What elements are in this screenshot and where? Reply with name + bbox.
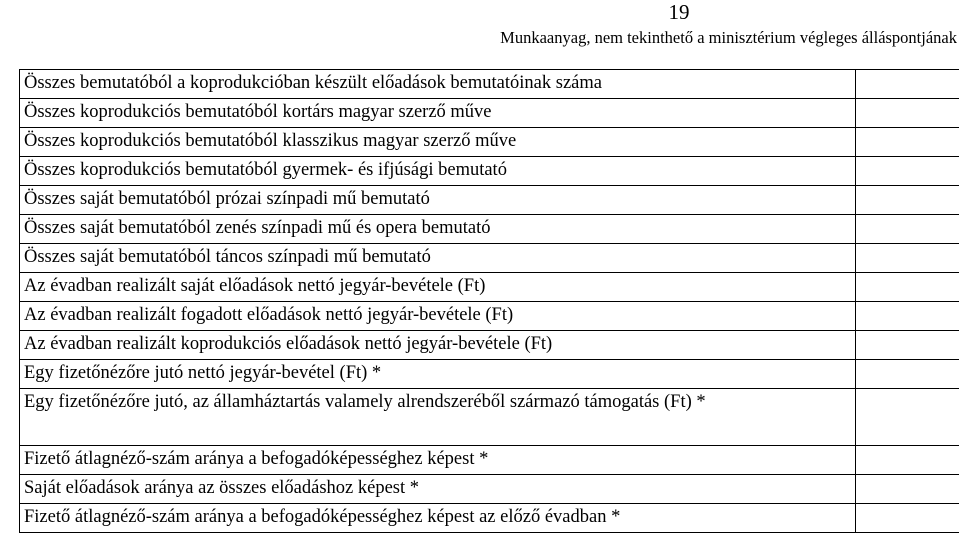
row-value xyxy=(856,273,959,302)
table-row xyxy=(20,128,959,157)
table-row xyxy=(20,475,959,504)
row-value xyxy=(856,70,959,99)
row-value xyxy=(856,215,959,244)
row-label: Fizető átlagnéző-szám aránya a befogadóképességhez képest az előző évadban * xyxy=(20,504,856,533)
table-row xyxy=(20,446,959,475)
row-value xyxy=(856,360,959,389)
row-label: Összes saját bemutatóból prózai színpadi mű bemutató xyxy=(20,186,856,215)
row-value xyxy=(856,331,959,360)
table-row xyxy=(20,331,959,360)
table-row xyxy=(20,273,959,302)
table-row xyxy=(20,99,959,128)
row-label: Összes koprodukciós bemutatóból gyermek- és ifjúsági bemutató xyxy=(20,157,856,186)
table-row xyxy=(20,389,959,446)
row-label: Fizető átlagnéző-szám aránya a befogadóképességhez képest * xyxy=(20,446,856,475)
row-value xyxy=(856,128,959,157)
draft-notice-header: Munkaanyag, nem tekinthető a minisztérium végleges álláspontjának xyxy=(500,28,957,47)
page-number: 19 xyxy=(668,0,690,24)
row-value xyxy=(856,186,959,215)
statistics-table xyxy=(19,69,959,533)
row-label: Egy fizetőnézőre jutó, az államháztartás valamely alrendszeréből származó támogatás (Ft) * xyxy=(20,389,856,446)
row-label: Összes saját bemutatóból zenés színpadi mű és opera bemutató xyxy=(20,215,856,244)
table-row xyxy=(20,244,959,273)
row-label: Az évadban realizált koprodukciós előadások nettó jegyár-bevétele (Ft) xyxy=(20,331,856,360)
row-value xyxy=(856,475,959,504)
table-row xyxy=(20,215,959,244)
row-value xyxy=(856,504,959,533)
table-row xyxy=(20,360,959,389)
row-label: Összes koprodukciós bemutatóból kortárs magyar szerző műve xyxy=(20,99,856,128)
row-label: Összes saját bemutatóból táncos színpadi mű bemutató xyxy=(20,244,856,273)
row-label: Az évadban realizált fogadott előadások nettó jegyár-bevétele (Ft) xyxy=(20,302,856,331)
row-value xyxy=(856,99,959,128)
table-row xyxy=(20,157,959,186)
row-label: Az évadban realizált saját előadások nettó jegyár-bevétele (Ft) xyxy=(20,273,856,302)
row-label: Saját előadások aránya az összes előadáshoz képest * xyxy=(20,475,856,504)
row-value xyxy=(856,244,959,273)
row-value xyxy=(856,389,959,446)
row-label: Egy fizetőnézőre jutó nettó jegyár-bevétel (Ft) * xyxy=(20,360,856,389)
row-label: Összes koprodukciós bemutatóból klasszikus magyar szerző műve xyxy=(20,128,856,157)
row-value xyxy=(856,302,959,331)
table-row xyxy=(20,302,959,331)
row-value xyxy=(856,157,959,186)
table-row xyxy=(20,504,959,533)
row-label: Összes bemutatóból a koprodukcióban készült előadások bemutatóinak száma xyxy=(20,70,856,99)
table-row xyxy=(20,70,959,99)
table-row xyxy=(20,186,959,215)
row-value xyxy=(856,446,959,475)
